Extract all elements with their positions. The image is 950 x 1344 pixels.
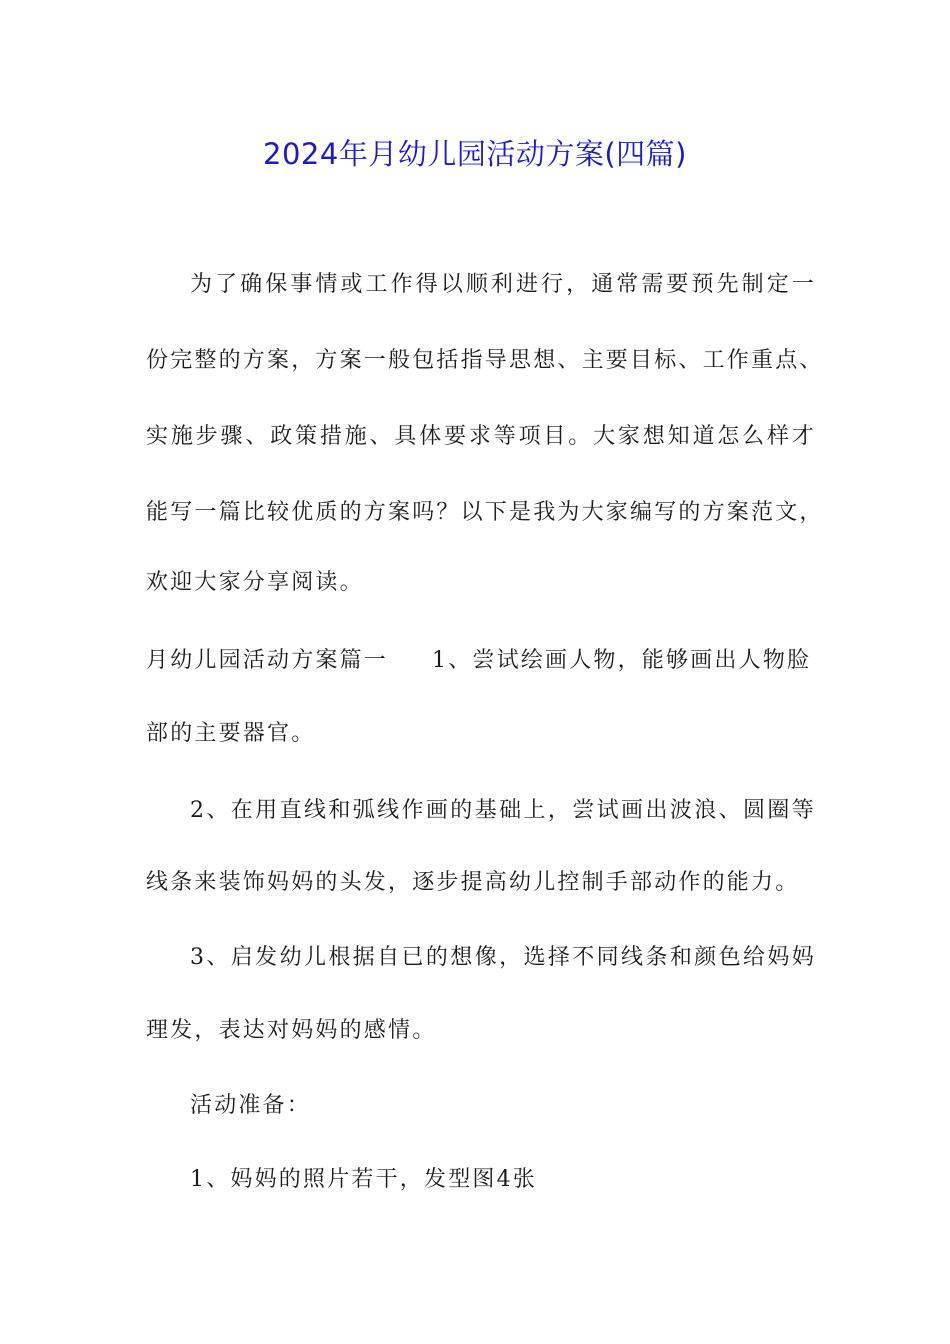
document-title: 2024年月幼儿园活动方案(四篇): [263, 137, 687, 171]
goal-3-line-2: 理发，表达对妈妈的感情。: [146, 1018, 437, 1043]
prep-heading: 活动准备：: [190, 1093, 312, 1118]
intro-line-1: 为了确保事情或工作得以顺利进行，通常需要预先制定一: [190, 272, 816, 297]
goal-2-line-1: 2、在用直线和弧线作画的基础上，尝试画出波浪、圆圈等: [190, 798, 816, 823]
goal-2-line-2: 线条来装饰妈妈的头发，逐步提高幼儿控制手部动作的能力。: [146, 870, 800, 895]
prep-item-1: 1、妈妈的照片若干，发型图4张: [190, 1167, 537, 1192]
intro-line-5: 欢迎大家分享阅读。: [146, 570, 364, 595]
goal-3-line-1: 3、启发幼儿根据自已的想像，选择不同线条和颜色给妈妈: [190, 945, 816, 970]
section-heading: 月幼儿园活动方案篇一: [146, 648, 389, 673]
intro-line-3: 实施步骤、政策措施、具体要求等项目。大家想知道怎么样才: [146, 424, 816, 449]
goal-1-line-2: 部的主要器官。: [146, 721, 316, 746]
section-heading-line: [146, 646, 816, 676]
intro-line-2: 份完整的方案，方案一般包括指导思想、主要目标、工作重点、: [146, 348, 824, 373]
intro-line-4: 能写一篇比较优质的方案吗？以下是我为大家编写的方案范文，: [146, 500, 824, 525]
goal-1-line-1: 1、尝试绘画人物，能够画出人物脸: [432, 648, 812, 673]
